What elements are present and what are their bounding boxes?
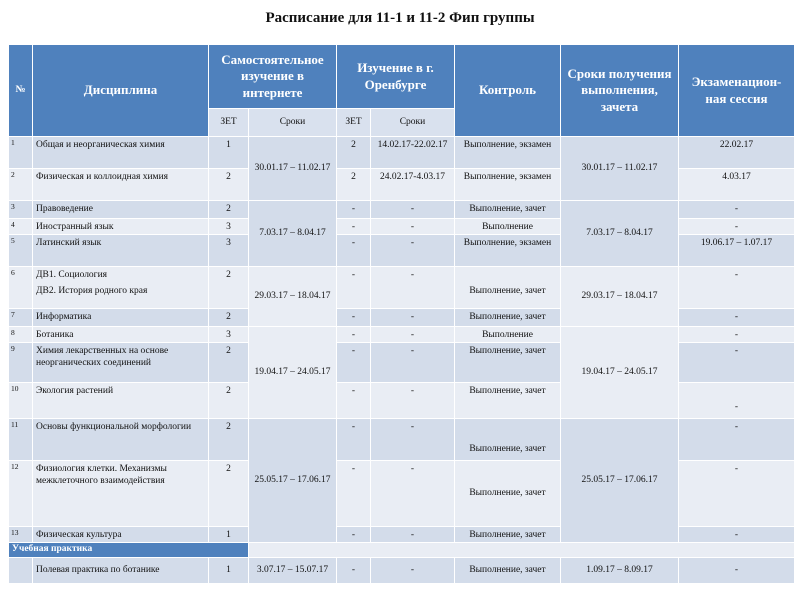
self-study-terms-cell: 30.01.17 – 11.02.17 [249,137,337,201]
control-cell: Выполнение, зачет [455,383,561,419]
deadline-cell: 1.09.17 – 8.09.17 [561,558,679,584]
zet-cell: 2 [209,169,249,201]
section-row [9,543,795,558]
control-cell: Выполнение [455,327,561,343]
orenburg-terms-cell: 24.02.17-4.03.17 [371,169,455,201]
exam-cell: 4.03.17 [679,169,795,201]
discipline-cell: Основы функциональной морфологии [33,419,209,461]
orenburg-terms-cell: - [371,461,455,527]
control-cell: Выполнение, зачет [455,461,561,527]
deadline-cell: 19.04.17 – 24.05.17 [561,327,679,419]
discipline-cell: Иностранный язык [33,219,209,235]
row-number: 13 [9,527,33,543]
orenburg-terms-cell: - [371,383,455,419]
orenburg-zet-cell: - [337,558,371,584]
table-row [9,201,795,219]
zet-cell: 2 [209,201,249,219]
self-study-terms-cell: 7.03.17 – 8.04.17 [249,201,337,267]
control-cell: Выполнение, зачет [455,267,561,309]
discipline-cell: Физическая культура [33,527,209,543]
exam-cell: - [679,383,795,419]
orenburg-zet-cell: - [337,267,371,309]
exam-cell: - [679,558,795,584]
exam-cell: - [679,461,795,527]
zet-cell: 2 [209,461,249,527]
control-cell: Выполнение, зачет [455,309,561,327]
zet-cell: 2 [209,343,249,383]
table-row [9,558,795,584]
header-num: № [9,45,33,137]
discipline-cell: Физиология клетки. Механизмы межклеточного взаимодействия [33,461,209,527]
control-cell: Выполнение, зачет [455,419,561,461]
row-number: 9 [9,343,33,383]
row-number: 6 [9,267,33,309]
orenburg-zet-cell: - [337,527,371,543]
discipline-cell: Физическая и коллоидная химия [33,169,209,201]
exam-cell: - [679,309,795,327]
table-row [9,267,795,309]
control-cell: Выполнение, зачет [455,201,561,219]
zet-cell: 1 [209,137,249,169]
orenburg-terms-cell: 14.02.17-22.02.17 [371,137,455,169]
discipline-cell: Полевая практика по ботанике [33,558,209,584]
section-title: Учебная практика [9,543,249,558]
row-number: 12 [9,461,33,527]
discipline-cell [33,267,209,309]
discipline-cell: Правоведение [33,201,209,219]
page-title: Расписание для 11-1 и 11-2 Фип группы [265,10,535,26]
discipline-cell: Информатика [33,309,209,327]
zet-cell: 3 [209,327,249,343]
exam-cell: 19.06.17 – 1.07.17 [679,235,795,267]
row-number: 2 [9,169,33,201]
zet-cell: 2 [209,419,249,461]
orenburg-terms-cell: - [371,327,455,343]
row-number: 7 [9,309,33,327]
table-row [9,419,795,461]
header-orenburg-zet: ЗЕТ [337,109,371,137]
zet-cell: 2 [209,309,249,327]
orenburg-terms-cell: - [371,309,455,327]
header-self-terms: Сроки [249,109,337,137]
self-study-terms-cell: 29.03.17 – 18.04.17 [249,267,337,327]
row-number: 1 [9,137,33,169]
orenburg-terms-cell: - [371,343,455,383]
header-self-zet: ЗЕТ [209,109,249,137]
orenburg-zet-cell: - [337,343,371,383]
orenburg-zet-cell: - [337,309,371,327]
zet-cell: 3 [209,219,249,235]
orenburg-terms-cell: - [371,527,455,543]
orenburg-zet-cell: - [337,419,371,461]
orenburg-zet-cell: - [337,219,371,235]
orenburg-terms-cell: - [371,267,455,309]
exam-cell: - [679,201,795,219]
exam-cell: - [679,527,795,543]
discipline-cell: Ботаника [33,327,209,343]
orenburg-zet-cell: 2 [337,169,371,201]
orenburg-terms-cell: - [371,201,455,219]
exam-cell: 22.02.17 [679,137,795,169]
row-number: 8 [9,327,33,343]
control-cell: Выполнение, экзамен [455,169,561,201]
self-study-terms-cell: 25.05.17 – 17.06.17 [249,419,337,543]
discipline-cell: Химия лекарственных на основе неорганических соединений [33,343,209,383]
zet-cell: 1 [209,527,249,543]
header-control: Контроль [455,45,561,137]
discipline-cell: Латинский язык [33,235,209,267]
header-orenburg: Изучение в г. Оренбурге [337,45,455,109]
header-orenburg-terms: Сроки [371,109,455,137]
control-cell: Выполнение, экзамен [455,137,561,169]
exam-cell: - [679,343,795,383]
row-number: 4 [9,219,33,235]
exam-cell: - [679,267,795,309]
row-number: 5 [9,235,33,267]
header-deadline: Сроки получения выполнения, зачета [561,45,679,137]
discipline-cell: Экология растений [33,383,209,419]
control-cell: Выполнение, экзамен [455,235,561,267]
control-cell: Выполнение [455,219,561,235]
deadline-cell: 29.03.17 – 18.04.17 [561,267,679,327]
self-study-terms-cell: 19.04.17 – 24.05.17 [249,327,337,419]
section-blank [249,543,795,558]
discipline-cell: Общая и неорганическая химия [33,137,209,169]
table-row [9,137,795,169]
discipline-option-2: ДВ2. История родного края [36,285,148,296]
orenburg-zet-cell: - [337,327,371,343]
exam-cell: - [679,219,795,235]
exam-cell: - [679,419,795,461]
discipline-option-1: ДВ1. Социология [36,270,108,280]
header-self-study: Самостоятельное изучение в интернете [209,45,337,109]
row-number [9,558,33,584]
control-cell: Выполнение, зачет [455,558,561,584]
zet-cell: 3 [209,235,249,267]
orenburg-zet-cell: - [337,235,371,267]
zet-cell: 2 [209,383,249,419]
orenburg-zet-cell: - [337,461,371,527]
deadline-cell: 25.05.17 – 17.06.17 [561,419,679,543]
orenburg-terms-cell: - [371,219,455,235]
self-study-terms-cell: 3.07.17 – 15.07.17 [249,558,337,584]
control-cell: Выполнение, зачет [455,527,561,543]
row-number: 10 [9,383,33,419]
orenburg-zet-cell: 2 [337,137,371,169]
orenburg-zet-cell: - [337,383,371,419]
deadline-cell: 7.03.17 – 8.04.17 [561,201,679,267]
orenburg-terms-cell: - [371,419,455,461]
row-number: 3 [9,201,33,219]
control-cell: Выполнение, зачет [455,343,561,383]
exam-cell: - [679,327,795,343]
zet-cell: 1 [209,558,249,584]
header-discipline: Дисциплина [33,45,209,137]
orenburg-terms-cell: - [371,235,455,267]
zet-cell: 2 [209,267,249,309]
deadline-cell: 30.01.17 – 11.02.17 [561,137,679,201]
table-row [9,327,795,343]
header-exam: Экзаменацион-ная сессия [679,45,795,137]
orenburg-zet-cell: - [337,201,371,219]
row-number: 11 [9,419,33,461]
schedule-table [8,44,795,584]
orenburg-terms-cell: - [371,558,455,584]
